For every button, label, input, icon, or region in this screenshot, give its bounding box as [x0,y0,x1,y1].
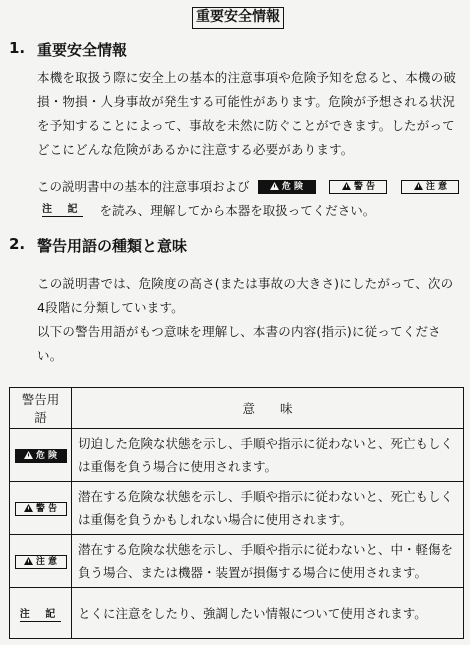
table-term-cell [10,482,72,535]
section1-line1-text: この説明書中の基本的注意事項および [37,178,250,194]
section1-paragraph: 本機を取扱う際に安全上の基本的注意事項や危険予知を怠ると、本機の破損・物損・人身事故が発生する可能性があります。危険が予想される状況を予知することによって、事故を未然に防ぐことができます。したがってどこにどんな危険があるかに注意する必要があります。 [37,70,457,157]
table-row [10,535,464,588]
caution-badge [15,555,67,569]
table-term-cell [10,429,72,482]
section2-number: 2. [9,235,26,253]
section1-line2 [42,200,462,220]
page-title: 重要安全情報 [192,7,284,29]
table-row [10,588,464,639]
caution-badge [401,180,459,194]
section2-heading: 警告用語の種類と意味 [37,237,188,255]
table-term-label: 警 告 [35,503,58,514]
table-row [10,482,464,535]
table-header-meaning: 意 味 [72,388,464,429]
warning-triangle-icon [24,451,33,459]
section2-paragraph1: この説明書では、危険度の高さ(または事故の大きさ)にしたがって、次の4段階に分類しています。 [37,276,454,315]
warning-triangle-icon [414,182,423,190]
note-label: 注 記 [19,608,62,620]
section2-paragraph2: 以下の警告用語がもつ意味を理解し、本書の内容(指示)に従ってください。 [37,324,441,363]
danger-badge [258,180,316,194]
danger-badge-label: 危 険 [281,181,304,192]
table-term-label: 危 険 [35,450,58,461]
warning-triangle-icon [24,557,33,565]
warning-badge-label: 警 告 [353,181,376,192]
table-header-term: 警告用語 [10,388,72,429]
table-term-cell [10,535,72,588]
signal-word-table [9,387,464,639]
table-term-label: 注 意 [35,556,58,567]
section1-line1 [37,176,462,196]
section1-line2-text: を読み、理解してから本器を取扱ってください。 [99,202,376,218]
warning-badge [15,502,67,516]
warning-triangle-icon [270,182,279,190]
caution-badge-label: 注 意 [425,181,448,192]
table-meaning-cell: 切迫した危険な状態を示し、手順や指示に従わないと、死亡もしくは重傷を負う場合に使用されます。 [72,429,464,482]
warning-triangle-icon [342,182,351,190]
note-label: 注 記 [42,204,84,215]
table-meaning-cell: とくに注意をしたり、強調したい情報について使用されます。 [72,588,464,639]
section1-number: 1. [9,39,26,57]
table-header-row [10,388,464,429]
table-term-cell [10,588,72,639]
table-row [10,429,464,482]
table-meaning-cell: 潜在する危険な状態を示し、手順や指示に従わないと、死亡もしくは重傷を負うかもしれない場合に使用されます。 [72,482,464,535]
warning-badge [329,180,387,194]
table-meaning-cell: 潜在する危険な状態を示し、手順や指示に従わないと、中・軽傷を負う場合、または機器・装置が損傷する場合に使用されます。 [72,535,464,588]
section1-heading: 重要安全情報 [37,41,128,59]
danger-badge [15,449,67,463]
warning-triangle-icon [24,504,33,512]
